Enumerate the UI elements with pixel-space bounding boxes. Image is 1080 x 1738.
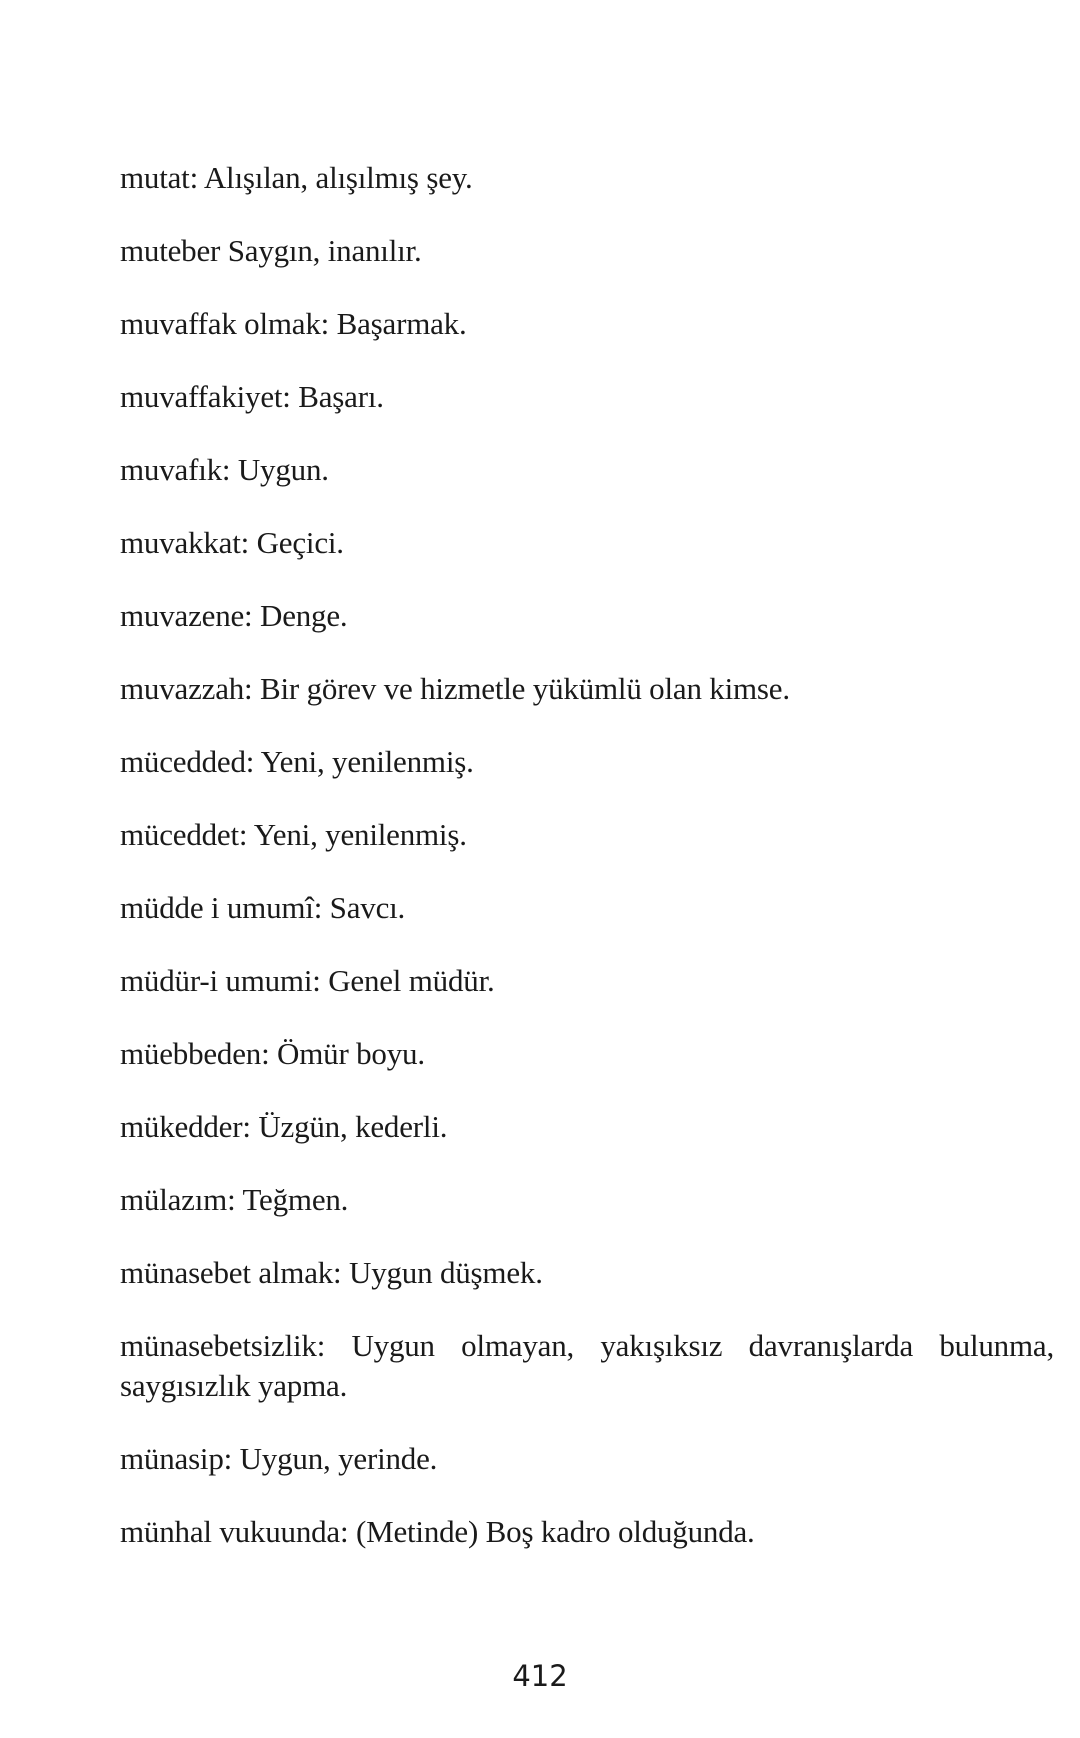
glossary-entry: mükedder: Üzgün, kederli. <box>120 1109 448 1144</box>
glossary-entry: mülazım: Teğmen. <box>120 1182 349 1217</box>
glossary-entry: muvafık: Uygun. <box>120 452 329 487</box>
glossary-entry: müceddet: Yeni, yenilenmiş. <box>120 817 467 852</box>
glossary-entry: münhal vukuunda: (Metinde) Boş kadro olduğunda. <box>120 1514 755 1549</box>
glossary-entry: mücedded: Yeni, yenilenmiş. <box>120 744 474 779</box>
glossary-entry: müdür-i umumi: Genel müdür. <box>120 963 495 998</box>
glossary-entry: muvazzah: Bir görev ve hizmetle yükümlü olan kimse. <box>120 671 790 706</box>
glossary-entry: muvazene: Denge. <box>120 598 348 633</box>
glossary-entry: muvakkat: Geçici. <box>120 525 344 560</box>
glossary-list <box>120 158 1054 1585</box>
glossary-entry: müebbeden: Ömür boyu. <box>120 1036 425 1071</box>
glossary-entry: muvaffak olmak: Başarmak. <box>120 306 467 341</box>
glossary-entry: münasebetsizlik: Uygun olmayan, yakışıksız davranışlarda bulunma, saygısızlık yapma. <box>120 1328 1054 1403</box>
page-number: 412 <box>512 1659 568 1693</box>
glossary-entry: münasebet almak: Uygun düşmek. <box>120 1255 543 1290</box>
glossary-entry: muvaffakiyet: Başarı. <box>120 379 384 414</box>
glossary-entry: müdde i umumî: Savcı. <box>120 890 406 925</box>
glossary-entry: muteber Saygın, inanılır. <box>120 233 422 268</box>
glossary-entry: mutat: Alışılan, alışılmış şey. <box>120 160 473 195</box>
glossary-entry: münasip: Uygun, yerinde. <box>120 1441 438 1476</box>
